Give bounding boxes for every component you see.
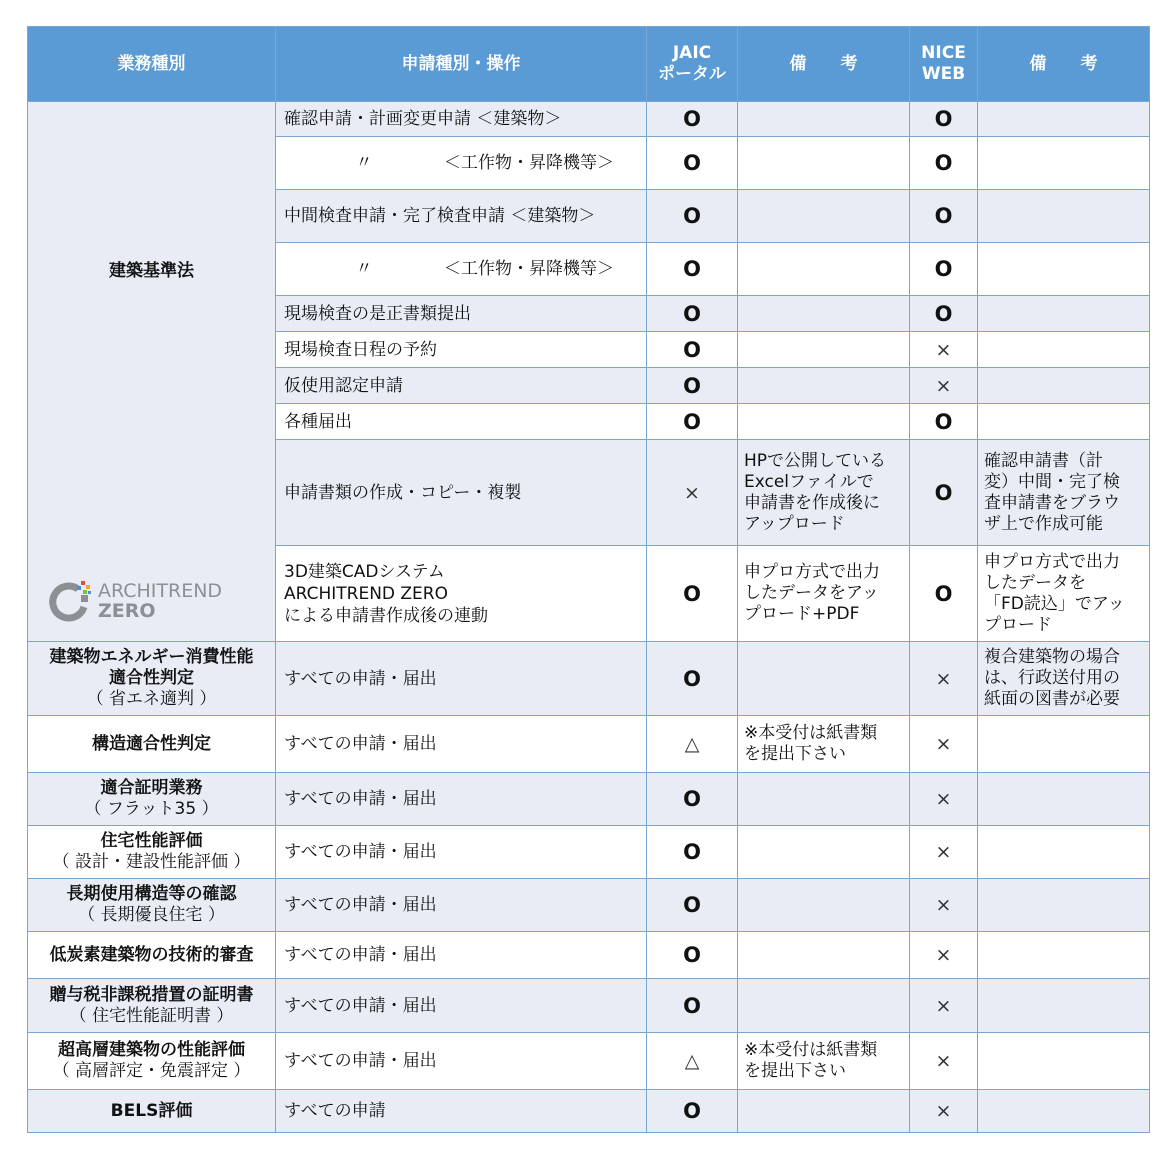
jaic-mark — [647, 296, 738, 332]
nice-mark — [910, 296, 978, 332]
jaic-mark-symbol: O — [683, 840, 701, 864]
nice-mark — [910, 1090, 978, 1133]
jaic-note-line: プロード+PDF — [744, 604, 860, 624]
jaic-note — [738, 243, 910, 296]
jaic-mark-symbol: O — [683, 409, 701, 434]
nice-mark — [910, 979, 978, 1033]
nice-note — [978, 773, 1150, 826]
jaic-note — [738, 932, 910, 979]
nice-mark — [910, 137, 978, 190]
jaic-mark-symbol: O — [683, 107, 701, 131]
category-cell — [28, 716, 276, 773]
jaic-mark-symbol: O — [683, 943, 701, 967]
jaic-mark-symbol: O — [683, 1099, 701, 1123]
category-label: 低炭素建築物の技術的審査 — [49, 944, 254, 965]
jaic-note-line: したデータをアッ — [744, 583, 879, 603]
jaic-mark-symbol: O — [683, 373, 701, 398]
nice-note — [978, 642, 1150, 716]
operation-cell — [276, 546, 647, 642]
jaic-mark — [647, 773, 738, 826]
jaic-note — [738, 190, 910, 243]
jaic-note-line: 申請書を作成後に — [744, 492, 880, 513]
category-cell — [28, 1033, 276, 1090]
table-row — [28, 932, 1150, 979]
category-label: 住宅性能評価 — [100, 831, 203, 851]
operation-cell: すべての申請・届出 — [276, 716, 647, 773]
jaic-note — [738, 296, 910, 332]
jaic-mark-symbol: △ — [684, 733, 700, 755]
nice-note-line: 複合建築物の場合 — [984, 647, 1120, 667]
nice-note-line: は、行政送付用の — [984, 668, 1120, 688]
nice-mark-symbol: O — [934, 480, 953, 505]
jaic-note — [738, 546, 910, 642]
jaic-note-line: アップロード — [744, 513, 845, 534]
nice-mark — [910, 642, 978, 716]
ditto-mark: 〃 — [355, 259, 373, 279]
nice-mark-symbol: O — [934, 301, 953, 326]
nice-note-line: ザ上で作成可能 — [984, 513, 1103, 534]
nice-mark — [910, 879, 978, 932]
nice-note — [978, 716, 1150, 773]
nice-mark-symbol: × — [935, 338, 952, 361]
nice-mark — [910, 440, 978, 546]
header-business-type: 業務種別 — [28, 27, 276, 102]
category-label: 贈与税非課税措置の証明書 — [49, 984, 254, 1005]
header-jaic-remarks: 備 考 — [738, 27, 910, 102]
category-label: 構造適合性判定 — [92, 733, 211, 754]
table-row — [28, 642, 1150, 716]
table-row — [28, 979, 1150, 1033]
jaic-note-line: 申プロ方式で出力 — [744, 562, 880, 582]
operation-label-line: 3D建築CADシステム — [284, 561, 445, 582]
category-cell — [28, 773, 276, 826]
table-row — [28, 773, 1150, 826]
header-nice-web — [910, 27, 978, 102]
operation-cell: 中間検査申請・完了検査申請 ＜建築物＞ — [276, 190, 647, 243]
jaic-mark-symbol: △ — [684, 1050, 700, 1072]
nice-mark-symbol: × — [935, 841, 952, 863]
architrend-zero-logo — [48, 579, 222, 623]
header-jaic-line2: ポータル — [658, 64, 726, 84]
jaic-note — [738, 642, 910, 716]
nice-mark-symbol: × — [935, 733, 952, 755]
jaic-note — [738, 440, 910, 546]
jaic-note — [738, 102, 910, 137]
category-cell — [28, 1090, 276, 1133]
nice-mark — [910, 404, 978, 440]
jaic-mark — [647, 979, 738, 1033]
nice-note — [978, 826, 1150, 879]
jaic-mark-symbol: O — [683, 893, 701, 917]
table-row — [28, 1033, 1150, 1090]
nice-note — [978, 932, 1150, 979]
header-nice-remarks: 備 考 — [978, 27, 1150, 102]
jaic-note — [738, 716, 910, 773]
nice-note-line: したデータを — [984, 572, 1086, 593]
operation-label-line: ARCHITREND ZERO — [284, 583, 448, 604]
jaic-note — [738, 368, 910, 404]
category-cell — [28, 979, 276, 1033]
operation-cell: 申請書類の作成・コピー・複製 — [276, 440, 647, 546]
header-jaic-portal — [647, 27, 738, 102]
jaic-mark — [647, 1033, 738, 1090]
category-cell — [28, 879, 276, 932]
table-row — [28, 102, 1150, 137]
nice-note — [978, 440, 1150, 546]
nice-mark-symbol: O — [934, 409, 953, 434]
nice-mark-symbol: O — [934, 581, 953, 606]
operation-cell: すべての申請・届出 — [276, 773, 647, 826]
jaic-mark — [647, 932, 738, 979]
jaic-mark — [647, 440, 738, 546]
nice-note-line: 査申請書をブラウ — [984, 492, 1120, 513]
operation-label-line: による申請書作成後の連動 — [284, 605, 488, 626]
category-label: 長期使用構造等の確認 — [66, 884, 237, 904]
jaic-mark — [647, 716, 738, 773]
operation-cell: すべての申請・届出 — [276, 979, 647, 1033]
nice-note-line: 紙面の図書が必要 — [984, 689, 1120, 709]
operation-cell: すべての申請 — [276, 1090, 647, 1133]
nice-note — [978, 190, 1150, 243]
jaic-note-line: ※本受付は紙書類 — [744, 723, 878, 743]
application-matrix-table — [27, 26, 1150, 1133]
jaic-mark — [647, 404, 738, 440]
nice-mark-symbol: × — [935, 894, 952, 916]
jaic-mark — [647, 1090, 738, 1133]
nice-mark-symbol: × — [935, 1050, 952, 1072]
jaic-note — [738, 404, 910, 440]
operation-cell: 確認申請・計画変更申請 ＜建築物＞ — [276, 102, 647, 137]
nice-mark — [910, 716, 978, 773]
category-cell — [28, 932, 276, 979]
nice-note — [978, 332, 1150, 368]
jaic-mark — [647, 642, 738, 716]
jaic-note — [738, 332, 910, 368]
table-header-row — [28, 27, 1150, 102]
category-kenchiku — [28, 102, 276, 642]
nice-mark — [910, 243, 978, 296]
header-jaic-line1: JAIC — [672, 43, 712, 63]
nice-note — [978, 1033, 1150, 1090]
ditto-mark: 〃 — [355, 153, 373, 173]
jaic-mark-symbol: O — [683, 301, 701, 326]
nice-note-line: 変）中間・完了検 — [984, 471, 1120, 492]
table-row — [28, 879, 1150, 932]
header-nice-line2: WEB — [921, 64, 966, 84]
category-label: BELS評価 — [110, 1100, 193, 1121]
category-cell — [28, 826, 276, 879]
nice-mark-symbol: O — [934, 107, 953, 131]
jaic-mark-symbol: O — [683, 581, 701, 606]
category-sublabel: （ 省エネ適判 ） — [86, 689, 217, 709]
jaic-mark-symbol: O — [683, 666, 701, 691]
nice-mark-symbol: × — [935, 788, 952, 810]
operation-cell: すべての申請・届出 — [276, 642, 647, 716]
nice-mark — [910, 190, 978, 243]
operation-label: ＜工作物・昇降機等＞ — [444, 153, 614, 173]
operation-cell: すべての申請・届出 — [276, 826, 647, 879]
nice-mark-symbol: × — [935, 667, 952, 690]
jaic-mark-symbol: O — [683, 337, 701, 362]
jaic-mark — [647, 826, 738, 879]
jaic-mark — [647, 332, 738, 368]
category-sublabel: （ 住宅性能証明書 ） — [69, 1005, 234, 1026]
category-cell — [28, 642, 276, 716]
nice-note-line: 「FD読込」でアッ — [984, 593, 1125, 614]
nice-mark — [910, 368, 978, 404]
nice-mark — [910, 932, 978, 979]
jaic-note — [738, 979, 910, 1033]
operation-label: ＜工作物・昇降機等＞ — [444, 259, 614, 279]
category-sublabel: （ 長期優良住宅 ） — [78, 905, 225, 925]
jaic-mark — [647, 546, 738, 642]
nice-mark — [910, 826, 978, 879]
nice-mark — [910, 102, 978, 137]
nice-note — [978, 368, 1150, 404]
jaic-mark-symbol: O — [683, 204, 701, 228]
nice-note-line: 申プロ方式で出力 — [984, 551, 1120, 572]
nice-note — [978, 1090, 1150, 1133]
operation-cell: 現場検査日程の予約 — [276, 332, 647, 368]
nice-note — [978, 296, 1150, 332]
logo-text-line1: ARCHITREND — [98, 580, 223, 602]
nice-mark — [910, 546, 978, 642]
operation-cell — [276, 137, 647, 190]
jaic-note — [738, 1033, 910, 1090]
jaic-note-line: ※本受付は紙書類 — [744, 1040, 878, 1060]
nice-mark-symbol: × — [935, 994, 952, 1017]
nice-note — [978, 243, 1150, 296]
jaic-note — [738, 879, 910, 932]
jaic-mark — [647, 137, 738, 190]
category-sublabel: （ 高層評定・免震評定 ） — [52, 1061, 251, 1081]
category-label: 適合性判定 — [109, 668, 194, 688]
jaic-note-line: Excelファイルで — [744, 471, 874, 492]
table-row — [28, 1090, 1150, 1133]
category-label: 超高層建築物の性能評価 — [58, 1040, 245, 1060]
nice-mark — [910, 332, 978, 368]
operation-cell: 現場検査の是正書類提出 — [276, 296, 647, 332]
table-row — [28, 716, 1150, 773]
jaic-note-line: を提出下さい — [744, 1061, 846, 1081]
nice-note — [978, 137, 1150, 190]
nice-mark — [910, 773, 978, 826]
nice-note — [978, 102, 1150, 137]
nice-note — [978, 879, 1150, 932]
jaic-mark — [647, 368, 738, 404]
jaic-note — [738, 773, 910, 826]
table-body — [28, 102, 1150, 1133]
jaic-note — [738, 826, 910, 879]
logo-text-line2: ZERO — [98, 600, 156, 622]
nice-mark-symbol: O — [934, 257, 953, 281]
category-sublabel: （ フラット35 ） — [84, 799, 219, 819]
nice-mark-symbol: × — [935, 944, 952, 966]
header-application-type: 申請種別・操作 — [276, 27, 647, 102]
jaic-mark — [647, 243, 738, 296]
operation-cell: すべての申請・届出 — [276, 1033, 647, 1090]
nice-note — [978, 979, 1150, 1033]
jaic-note — [738, 1090, 910, 1133]
jaic-mark — [647, 102, 738, 137]
jaic-note — [738, 137, 910, 190]
jaic-mark — [647, 190, 738, 243]
table-row — [28, 826, 1150, 879]
nice-mark-symbol: × — [935, 374, 952, 397]
operation-cell: すべての申請・届出 — [276, 932, 647, 979]
jaic-mark-symbol: × — [684, 481, 700, 504]
nice-note-line: プロード — [984, 614, 1052, 635]
jaic-mark — [647, 879, 738, 932]
jaic-mark-symbol: O — [683, 151, 701, 175]
operation-cell: 各種届出 — [276, 404, 647, 440]
operation-cell: すべての申請・届出 — [276, 879, 647, 932]
category-label: 建築物エネルギー消費性能 — [49, 647, 254, 667]
jaic-note-line: HPで公開している — [744, 450, 887, 471]
category-label: 適合証明業務 — [100, 778, 203, 798]
category-kenchiku-label: 建築基準法 — [109, 261, 194, 281]
operation-cell: 仮使用認定申請 — [276, 368, 647, 404]
nice-mark-symbol: O — [934, 151, 953, 175]
jaic-note-line: を提出下さい — [744, 744, 846, 764]
nice-note — [978, 546, 1150, 642]
nice-mark-symbol: O — [934, 204, 953, 228]
nice-note-line: 確認申請書（計 — [984, 450, 1103, 471]
category-sublabel: （ 設計・建設性能評価 ） — [52, 852, 251, 872]
nice-mark-symbol: × — [935, 1100, 952, 1122]
nice-note — [978, 404, 1150, 440]
operation-cell — [276, 243, 647, 296]
jaic-mark-symbol: O — [683, 787, 701, 811]
header-nice-line1: NICE — [921, 43, 966, 63]
jaic-mark-symbol: O — [683, 257, 701, 281]
architrend-logo-icon — [48, 579, 92, 623]
logo-text — [98, 581, 222, 621]
nice-mark — [910, 1033, 978, 1090]
jaic-mark-symbol: O — [683, 993, 701, 1018]
